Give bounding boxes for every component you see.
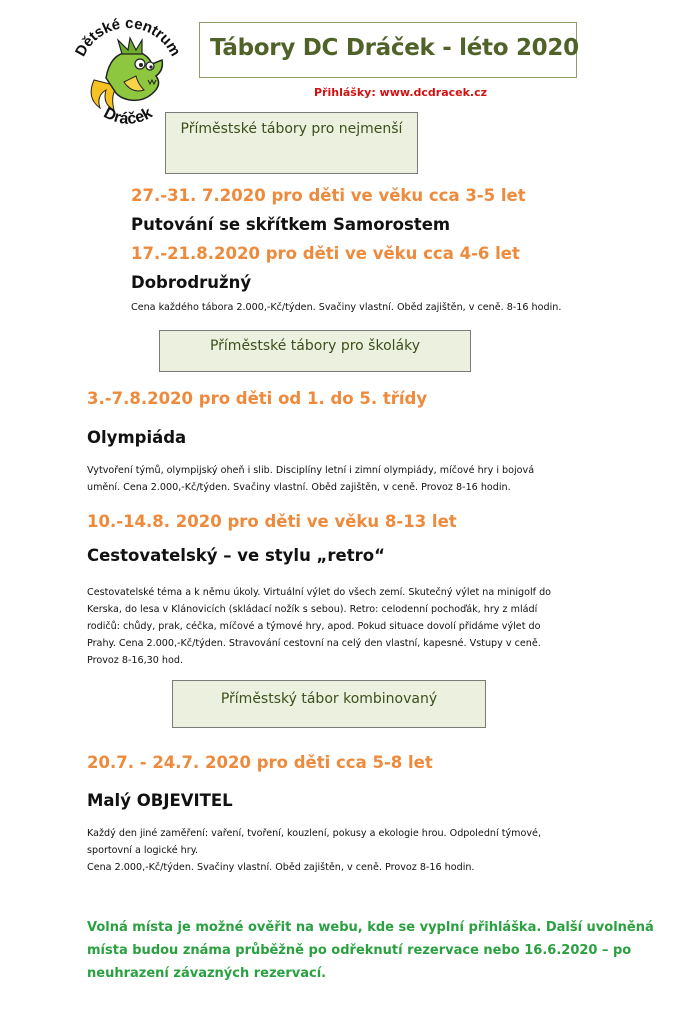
camp-date-line: 17.-21.8.2020 pro děti ve věku cca 4-6 let <box>131 244 520 263</box>
note-line: Volná místa je možné ověřit na webu, kde se vyplní přihláška. Další uvolněná <box>87 920 654 935</box>
description-line: sportovní a logické hry. <box>87 845 199 856</box>
description-line: Každý den jiné zaměření: vaření, tvoření, kouzlení, pokusy a ekologie hrou. Odpolední týmové, <box>87 828 541 839</box>
description-line: rodičů: chůdy, prak, céčka, míčové a týmové hry, apod. Pokud situace dovolí přidáme výlet do <box>87 621 541 632</box>
description-line: Cestovatelské téma a k němu úkoly. Virtuální výlet do všech zemí. Skutečný výlet na minigolf do <box>87 587 552 598</box>
svg-text:Dráček <box>101 105 155 128</box>
camp-name: Putování se skřítkem Samorostem <box>131 215 451 234</box>
camp-date-line: 3.-7.8.2020 pro děti od 1. do 5. třídy <box>87 389 428 408</box>
camp-name: Malý OBJEVITEL <box>87 791 233 810</box>
price-note: Cena každého tábora 2.000,-Kč/týden. Svačiny vlastní. Oběd zajištěn, v ceně. 8-16 hodin. <box>131 302 562 313</box>
description-line: Vytvoření týmů, olympijský oheň i slib. Disciplíny letní i zimní olympiády, míčové hry i bojová <box>87 465 535 476</box>
section-heading-box-combined <box>172 680 486 728</box>
note-line: neuhrazení závazných rezervací. <box>87 966 327 981</box>
description-line: umění. Cena 2.000,-Kč/týden. Svačiny vlastní. Oběd zajištěn, v ceně. Provoz 8-16 hodin. <box>87 482 511 493</box>
camp-name: Olympiáda <box>87 428 187 447</box>
registration-link[interactable]: Přihlášky: www.dcdracek.cz <box>314 86 488 99</box>
camp-description <box>87 825 657 876</box>
camp-date-line: 20.7. - 24.7. 2020 pro děti cca 5-8 let <box>87 753 433 772</box>
camp-description <box>87 462 647 496</box>
description-line: Provoz 8-16,30 hod. <box>87 655 184 666</box>
description-line: Kerska, do lesa v Klánovicích (skládací nožík s sebou). Retro: celodenní pochoďák, hry z mládí <box>87 604 538 615</box>
section-heading-box-schoolkids <box>159 330 471 372</box>
section-heading-box-youngest <box>165 112 418 174</box>
page-title: Tábory DC Dráček - léto 2020 <box>210 35 579 61</box>
camp-name: Cestovatelský – ve stylu „retro“ <box>87 546 385 565</box>
title-box <box>199 22 577 78</box>
availability-note <box>87 916 667 985</box>
section-heading: Příměstské tábory pro nejmenší <box>180 121 403 137</box>
section-heading: Příměstské tábory pro školáky <box>209 338 421 354</box>
section-heading: Příměstský tábor kombinovaný <box>220 691 438 707</box>
logo-text-bottom: Dráček <box>100 104 156 128</box>
camp-description <box>87 584 657 669</box>
note-line: místa budou známa průběžně po odřeknutí rezervace nebo 16.6.2020 – po <box>87 943 632 958</box>
description-line: Cena 2.000,-Kč/týden. Svačiny vlastní. Oběd zajištěn, v ceně. Provoz 8-16 hodin. <box>87 862 475 873</box>
logo-text-top: Dětské centrum <box>72 14 184 60</box>
description-line: Prahy. Cena 2.000,-Kč/týden. Stravování cestovní na celý den vlastní, kapesné. Vstupy v ceně. <box>87 638 541 649</box>
camp-date-line: 10.-14.8. 2020 pro děti ve věku 8-13 let <box>87 512 457 531</box>
camp-name: Dobrodružný <box>131 273 252 292</box>
camp-date-line: 27.-31. 7.2020 pro děti ve věku cca 3-5 let <box>131 186 526 205</box>
